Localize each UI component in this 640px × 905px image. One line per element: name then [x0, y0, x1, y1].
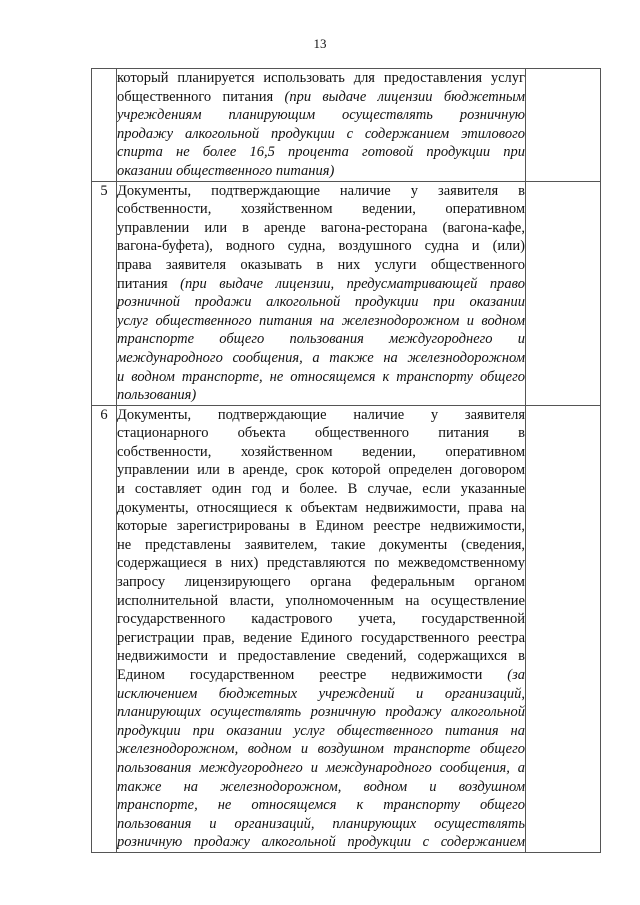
italic-text: (за — [507, 667, 525, 683]
text-line — [117, 740, 525, 759]
plain-text: который планируется использовать для предоставления услуг — [117, 70, 525, 86]
text-line — [117, 106, 525, 125]
text-line — [117, 182, 525, 201]
italic-text: продукции при оказании услуг общественного питания на — [117, 722, 525, 739]
plain-text: собственности, хозяйственном ведении, оперативном — [117, 201, 525, 218]
text-line — [117, 480, 525, 499]
italic-text: транспорте общего пользования междугороднего и — [117, 331, 525, 348]
text-line — [117, 685, 525, 704]
italic-text: (при выдаче лицензии, предусматривающей право — [180, 275, 525, 292]
text-line — [117, 554, 525, 573]
text-line — [117, 461, 525, 480]
text-line — [117, 517, 525, 536]
empty-cell — [526, 405, 601, 852]
text-line — [117, 536, 525, 555]
empty-cell — [526, 69, 601, 182]
text-line — [117, 312, 525, 331]
text-line — [117, 349, 525, 368]
table-row — [92, 69, 601, 182]
row-text — [117, 69, 526, 182]
text-line — [117, 499, 525, 518]
text-line — [117, 610, 525, 629]
plain-text: общественного питания — [117, 88, 285, 105]
row-number: 5 — [92, 181, 117, 405]
italic-text: (при выдаче лицензии бюджетным — [284, 88, 525, 105]
plain-text: собственности, хозяйственном ведении, оперативном — [117, 443, 525, 460]
row-text — [117, 405, 526, 852]
italic-text: железнодорожном, водном и воздушном транспорте общего — [117, 741, 525, 758]
italic-text: пользования) — [117, 387, 197, 404]
italic-text: розничной продажи алкогольной продукции при оказании — [117, 294, 525, 311]
plain-text: исполнительной власти, уполномоченным на осуществление — [117, 592, 525, 609]
text-line — [117, 666, 525, 685]
text-line — [117, 796, 525, 815]
empty-cell — [526, 181, 601, 405]
text-line — [117, 386, 525, 405]
text-line — [117, 406, 525, 425]
italic-text: и водном транспорте, не относящемся к транспорту общего — [117, 368, 525, 385]
plain-text: документы, относящиеся к объектам недвижимости, права на — [117, 499, 525, 516]
text-line — [117, 443, 525, 462]
plain-text: и составляет один год и более. В случае, если указанные — [117, 481, 525, 498]
row-text — [117, 181, 526, 405]
table-row — [92, 405, 601, 852]
text-line — [117, 815, 525, 834]
text-line — [117, 424, 525, 443]
italic-text: розничную продажу алкогольной продукции с содержанием — [117, 834, 525, 851]
italic-text: пользования и организаций, планирующих осуществлять — [117, 815, 525, 832]
table-row — [92, 181, 601, 405]
text-line — [117, 629, 525, 648]
plain-text: Едином государственном реестре недвижимости — [117, 667, 508, 683]
plain-text: не представлены заявителем, такие документы (сведения, — [117, 536, 525, 553]
italic-text: также на железнодорожном, водном и воздушном — [117, 778, 525, 795]
plain-text: недвижимости и предоставление сведений, содержащихся в — [117, 648, 525, 665]
text-line — [117, 722, 525, 741]
text-line — [117, 256, 525, 275]
plain-text: запросу лицензирующего органа федеральным органом — [117, 574, 525, 591]
text-line — [117, 703, 525, 722]
text-line — [117, 69, 525, 88]
requirements-table — [91, 68, 601, 853]
text-line — [117, 88, 525, 107]
plain-text: питания — [117, 275, 181, 292]
plain-text: содержащиеся в них) представляются по межведомственному — [117, 555, 525, 572]
text-line — [117, 368, 525, 387]
italic-text: спирта не более 16,5 процента готовой продукции при — [117, 144, 525, 161]
plain-text: государственного кадастрового учета, государственной — [117, 611, 525, 628]
text-line — [117, 592, 525, 611]
text-line — [117, 275, 525, 294]
italic-text: международного сообщения, а также на железнодорожном — [117, 349, 525, 366]
text-line — [117, 647, 525, 666]
page-number: 13 — [313, 36, 327, 51]
italic-text: оказании общественного питания) — [117, 162, 335, 179]
plain-text: стационарного объекта общественного питания в — [117, 425, 525, 442]
plain-text: Документы, подтверждающие наличие у заявителя — [117, 406, 525, 423]
plain-text: которые зарегистрированы в Едином реестре недвижимости, — [117, 518, 525, 535]
row-number: 6 — [92, 405, 117, 852]
italic-text: транспорте, не относящемся к транспорту общего — [117, 797, 525, 814]
plain-text: управлении или в аренде, срок которой определен договором — [117, 462, 525, 479]
text-line — [117, 293, 525, 312]
italic-text: исключением бюджетных учреждений и организаций, — [117, 685, 525, 702]
text-line — [117, 143, 525, 162]
italic-text: продажу алкогольной продукции с содержанием этилового — [117, 125, 525, 142]
text-line — [117, 573, 525, 592]
plain-text: права заявителя оказывать в них услуги общественного — [117, 256, 525, 273]
text-line — [117, 778, 525, 797]
text-line — [117, 125, 525, 144]
text-line — [117, 330, 525, 349]
italic-text: услуг общественного питания на железнодорожном и водном — [117, 312, 525, 329]
italic-text: пользования междугороднего и международного сообщения, а — [117, 759, 525, 776]
italic-text: планирующих осуществлять розничную продажу алкогольной — [117, 704, 525, 721]
italic-text: учреждениям планирующим осуществлять розничную — [117, 107, 525, 124]
text-line — [117, 200, 525, 219]
plain-text: вагона-буфета), водного судна, воздушного судна и (или) — [117, 238, 525, 255]
plain-text: управлении или в аренде вагона-ресторана (вагона-кафе, — [117, 219, 525, 236]
plain-text: Документы, подтверждающие наличие у заявителя в — [117, 182, 525, 199]
text-line — [117, 759, 525, 778]
text-line — [117, 237, 525, 256]
plain-text: регистрации прав, ведение Единого государственного реестра — [117, 629, 525, 646]
text-line — [117, 219, 525, 238]
text-line — [117, 833, 525, 852]
text-line — [117, 162, 525, 181]
row-number — [92, 69, 117, 182]
